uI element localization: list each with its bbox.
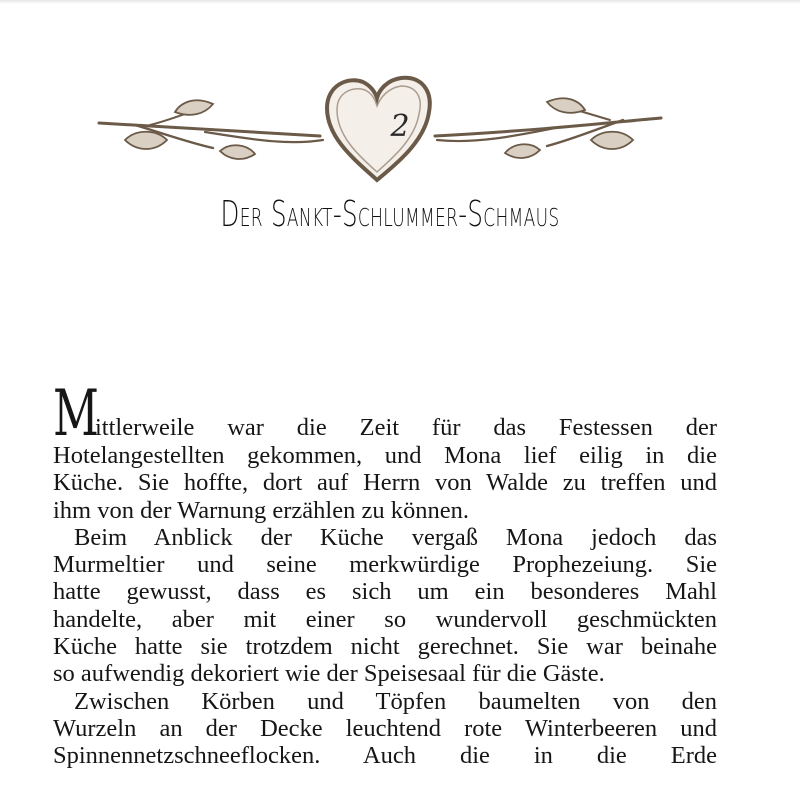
text-line: Beim Anblick der Küche vergaß Mona jedoch das [74, 523, 717, 551]
text-line: ihm von der Warnung erzählen zu können. [53, 496, 469, 524]
drop-cap: M [53, 386, 99, 442]
chapter-title: Der Sankt-Schlummer-Schmaus [220, 194, 560, 235]
text-line: Wurzeln an der Decke leuchtend rote Winterbeeren und [53, 714, 717, 742]
text-line: so aufwendig dekoriert wie der Speisesaal für die Gäste. [53, 660, 605, 688]
text-line: hatte gewusst, dass es sich um ein besonderes Mahl [53, 578, 717, 606]
chapter-number: 2 [390, 109, 410, 144]
text-line: Spinnennetzschneeflocken. Auch die in die Erde [53, 742, 717, 770]
text-line: Murmeltier und seine merkwürdige Prophezeiung. Sie [53, 551, 717, 579]
chapter-body [53, 386, 717, 770]
text-line: Küche. Sie hoffte, dort auf Herrn von Walde zu treffen und [53, 469, 717, 497]
text-line: Hotelangestellten gekommen, und Mona lief eilig in die [53, 442, 717, 469]
paragraph-1-line-1 [53, 386, 717, 442]
text-line: Zwischen Körben und Töpfen baumelten von den [74, 687, 717, 715]
text-line: Küche hatte sie trotzdem nicht gerechnet. Sie war beinahe [53, 633, 717, 661]
page-top-edge [0, 0, 800, 4]
text-line: handelte, aber mit einer so wundervoll geschmückten [53, 605, 717, 633]
text-line: ittlerweile war die Zeit für das Festessen der [95, 414, 717, 441]
